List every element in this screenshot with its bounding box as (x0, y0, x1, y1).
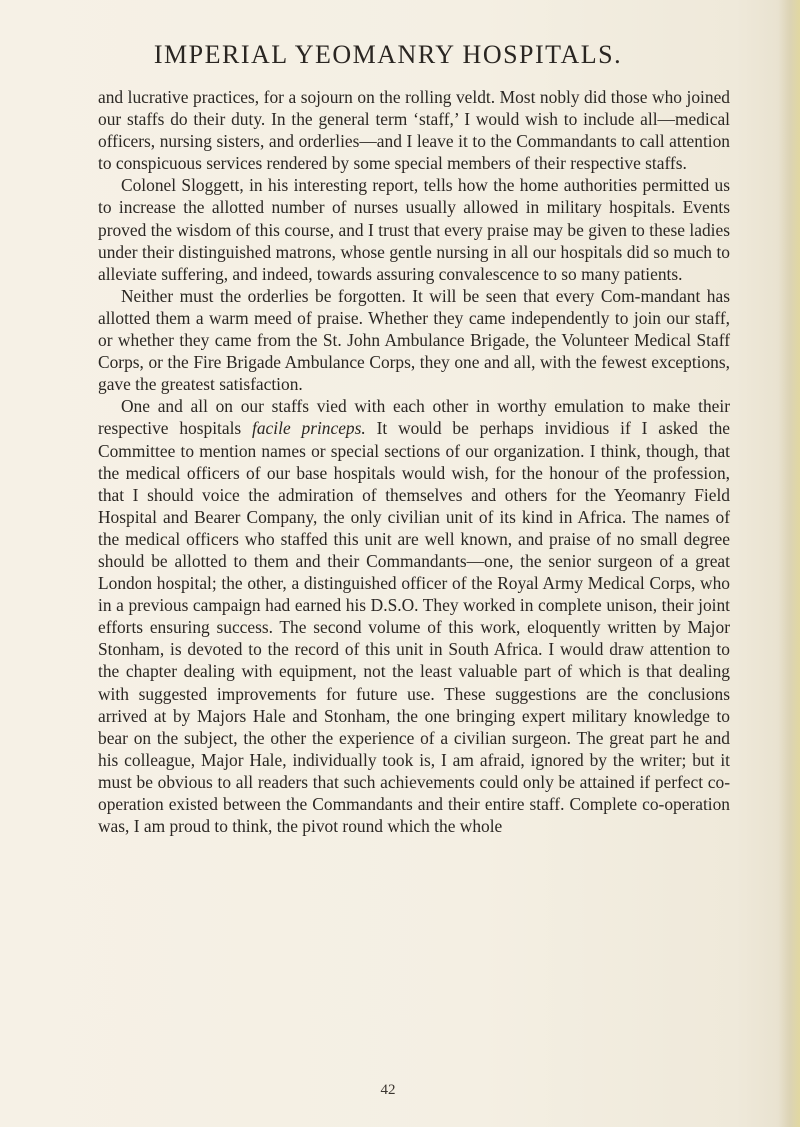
paragraph-2: Colonel Sloggett, in his interesting report, tells how the home authorities permitted us to increase the allotted number of nurses usually allowed in military hospitals. Events proved the wisdom of this course, and I trust that every praise may be given to these ladies under their distinguished matrons, whose gentle nursing in all our hospitals did so much to alleviate suffering, and indeed, towards assuring convalescence to so many patients. (98, 175, 730, 284)
paragraph-4-after: It would be perhaps invidious if I asked the Committee to mention names or special sections of our organization. I think, though, that the medical officers of our base hospitals would wish, for the honour of the profession, that I should voice the admiration of themselves and others for the Yeomanry Field Hospital and Bearer Company, the only civilian unit of its kind in Africa. The names of the medical officers who staffed this unit are well known, and praise of no small degree should be allotted to them and their Commandants—one, the senior surgeon of a great London hospital; the other, a distinguished officer of the Royal Army Medical Corps, who in a previous campaign had earned his D.S.O. They worked in complete unison, their joint efforts ensuring success. The second volume of this work, eloquently written by Major Stonham, is devoted to the record of this unit in South Africa. I would draw attention to the chapter dealing with equipment, not the least valuable part of which is that dealing with suggested improvements for future use. These suggestions are the conclusions arrived at by Majors Hale and Stonham, the one bringing expert military knowledge to bear on the subject, the other the experience of a civilian surgeon. The great part he and his colleague, Major Hale, individually took is, I am afraid, ignored by the writer; but it must be obvious to all readers that such achievements could only be attained if perfect co-operation existed between the Commandants and their entire staff. Complete co-operation was, I am proud to think, the pivot round which the whole (98, 418, 730, 837)
paragraph-4 (98, 395, 730, 837)
page-edge-shadow (778, 0, 800, 1127)
running-head: IMPERIAL YEOMANRY HOSPITALS. (153, 40, 623, 69)
paragraph-4-before: One and all on our staffs vied with each other in worthy emulation to make their respective hospitals (98, 396, 730, 439)
page-number: 42 (380, 1082, 396, 1098)
paragraph-1: and lucrative practices, for a sojourn on the rolling veldt. Most nobly did those who joined our staffs do their duty. In the general term ‘staff,’ I would wish to include all—medical officers, nursing sisters, and orderlies—and I leave it to the Commandants to call attention to conspicuous services rendered by some special members of their respective staffs. (98, 87, 730, 174)
body-text (98, 86, 730, 837)
paragraph-3: Neither must the orderlies be forgotten. It will be seen that every Com-mandant has allotted them a warm meed of praise. Whether they came independently to join our staff, or whether they came from the St. John Ambulance Brigade, the Volunteer Medical Staff Corps, or the Fire Brigade Ambulance Corps, they one and all, with the fewest exceptions, gave the greatest satisfaction. (98, 285, 730, 395)
paragraph-4-italic-phrase: facile princeps. (252, 418, 366, 439)
